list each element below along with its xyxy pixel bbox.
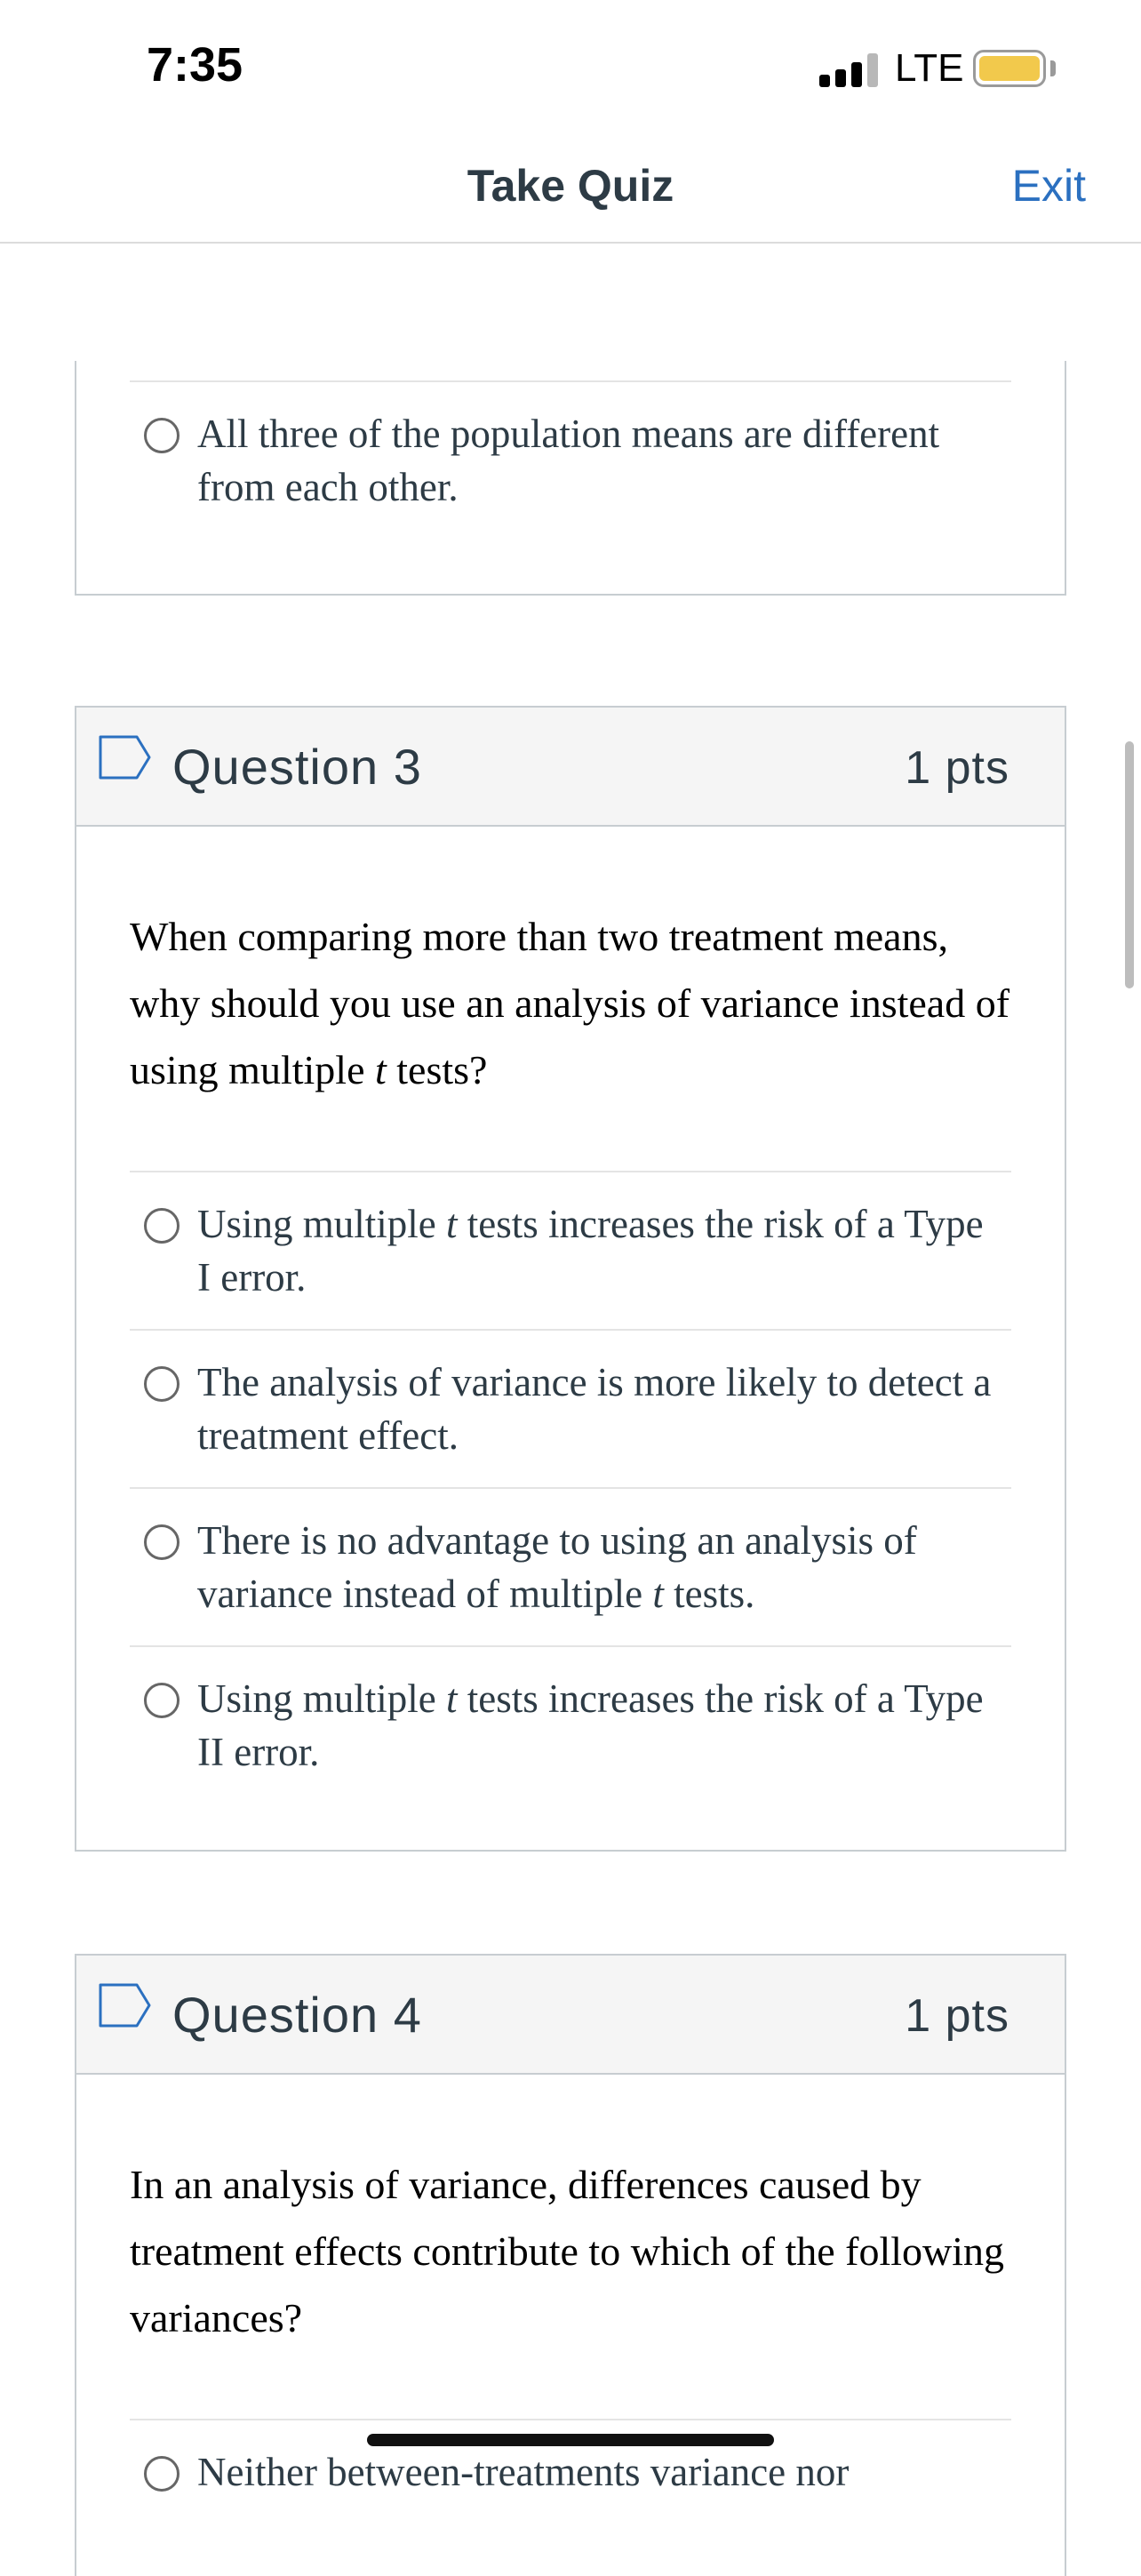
question-body — [76, 827, 1065, 1850]
question-card-3 — [75, 706, 1066, 1852]
answer-option[interactable] — [130, 382, 1011, 539]
answer-text — [197, 1676, 984, 1774]
battery-cap — [1050, 60, 1056, 76]
home-indicator[interactable] — [367, 2434, 774, 2446]
app-header — [0, 133, 1141, 244]
answer-text-part: tests increases the risk of a Type II error. — [197, 1676, 984, 1774]
radio-button[interactable] — [144, 418, 180, 453]
question-body — [76, 361, 1065, 519]
question-points: 1 pts — [905, 742, 1009, 794]
battery-level — [979, 56, 1040, 81]
answer-option[interactable] — [130, 1489, 1011, 1647]
answer-option[interactable] — [130, 1331, 1011, 1489]
answer-text-italic: t — [446, 1676, 458, 1721]
question-text: In an analysis of variance, differences caused by treatment effects contribute to which of the following variances? — [130, 2162, 1005, 2340]
answer-option[interactable] — [130, 1172, 1011, 1331]
exit-button[interactable]: Exit — [1011, 161, 1086, 211]
answer-text-part: Using multiple — [197, 1202, 446, 1246]
answer-text-part: There is no advantage to using an analysis of variance instead of multiple — [197, 1518, 917, 1616]
question-text-part: When comparing more than two treatment means, why should you use an analysis of variance instead of using multiple — [130, 914, 1010, 1092]
question-title: Question 4 — [172, 1987, 422, 2043]
signal-icon — [819, 53, 880, 87]
radio-button[interactable] — [144, 2456, 180, 2492]
radio-button[interactable] — [144, 1208, 180, 1244]
question-card-2 — [75, 361, 1066, 596]
answer-text-part: Using multiple — [197, 1676, 446, 1721]
question-header — [76, 1956, 1065, 2075]
answer-text-part: tests. — [663, 1572, 755, 1616]
scrollbar[interactable] — [1125, 741, 1134, 988]
answer-text-italic: t — [446, 1202, 458, 1246]
question-text-italic: t — [375, 1047, 387, 1092]
question-text — [130, 827, 1011, 1171]
answer-text-part: The analysis of variance is more likely to detect a treatment effect. — [197, 1360, 992, 1458]
answer-list — [130, 1171, 1011, 1850]
bookmark-flag-icon[interactable] — [98, 1982, 153, 2028]
answer-text-italic: t — [652, 1572, 664, 1616]
radio-button[interactable] — [144, 1366, 180, 1402]
answer-text — [197, 1360, 991, 1458]
question-title: Question 3 — [172, 739, 422, 795]
network-type: LTE — [895, 46, 964, 90]
question-card-4 — [75, 1954, 1066, 2576]
question-text-part: tests? — [386, 1047, 488, 1092]
radio-button[interactable] — [144, 1524, 180, 1560]
question-header — [76, 708, 1065, 827]
quiz-content[interactable] — [0, 245, 1141, 2494]
status-bar — [0, 0, 1141, 133]
answer-text — [197, 1202, 984, 1300]
battery-icon — [973, 50, 1046, 87]
answer-list — [130, 380, 1011, 539]
answer-text-part: tests increases the risk of a Type I error. — [197, 1202, 984, 1300]
answer-text — [197, 1518, 917, 1616]
question-body — [76, 2075, 1065, 2524]
answer-text: Neither between-treatments variance nor — [197, 2450, 850, 2494]
radio-button[interactable] — [144, 1683, 180, 1718]
answer-text: All three of the population means are different from each other. — [197, 412, 940, 509]
answer-option[interactable] — [130, 1647, 1011, 1850]
page-title: Take Quiz — [467, 161, 674, 211]
question-points: 1 pts — [905, 1990, 1009, 2042]
status-time: 7:35 — [147, 38, 243, 92]
bookmark-flag-icon[interactable] — [98, 734, 153, 780]
